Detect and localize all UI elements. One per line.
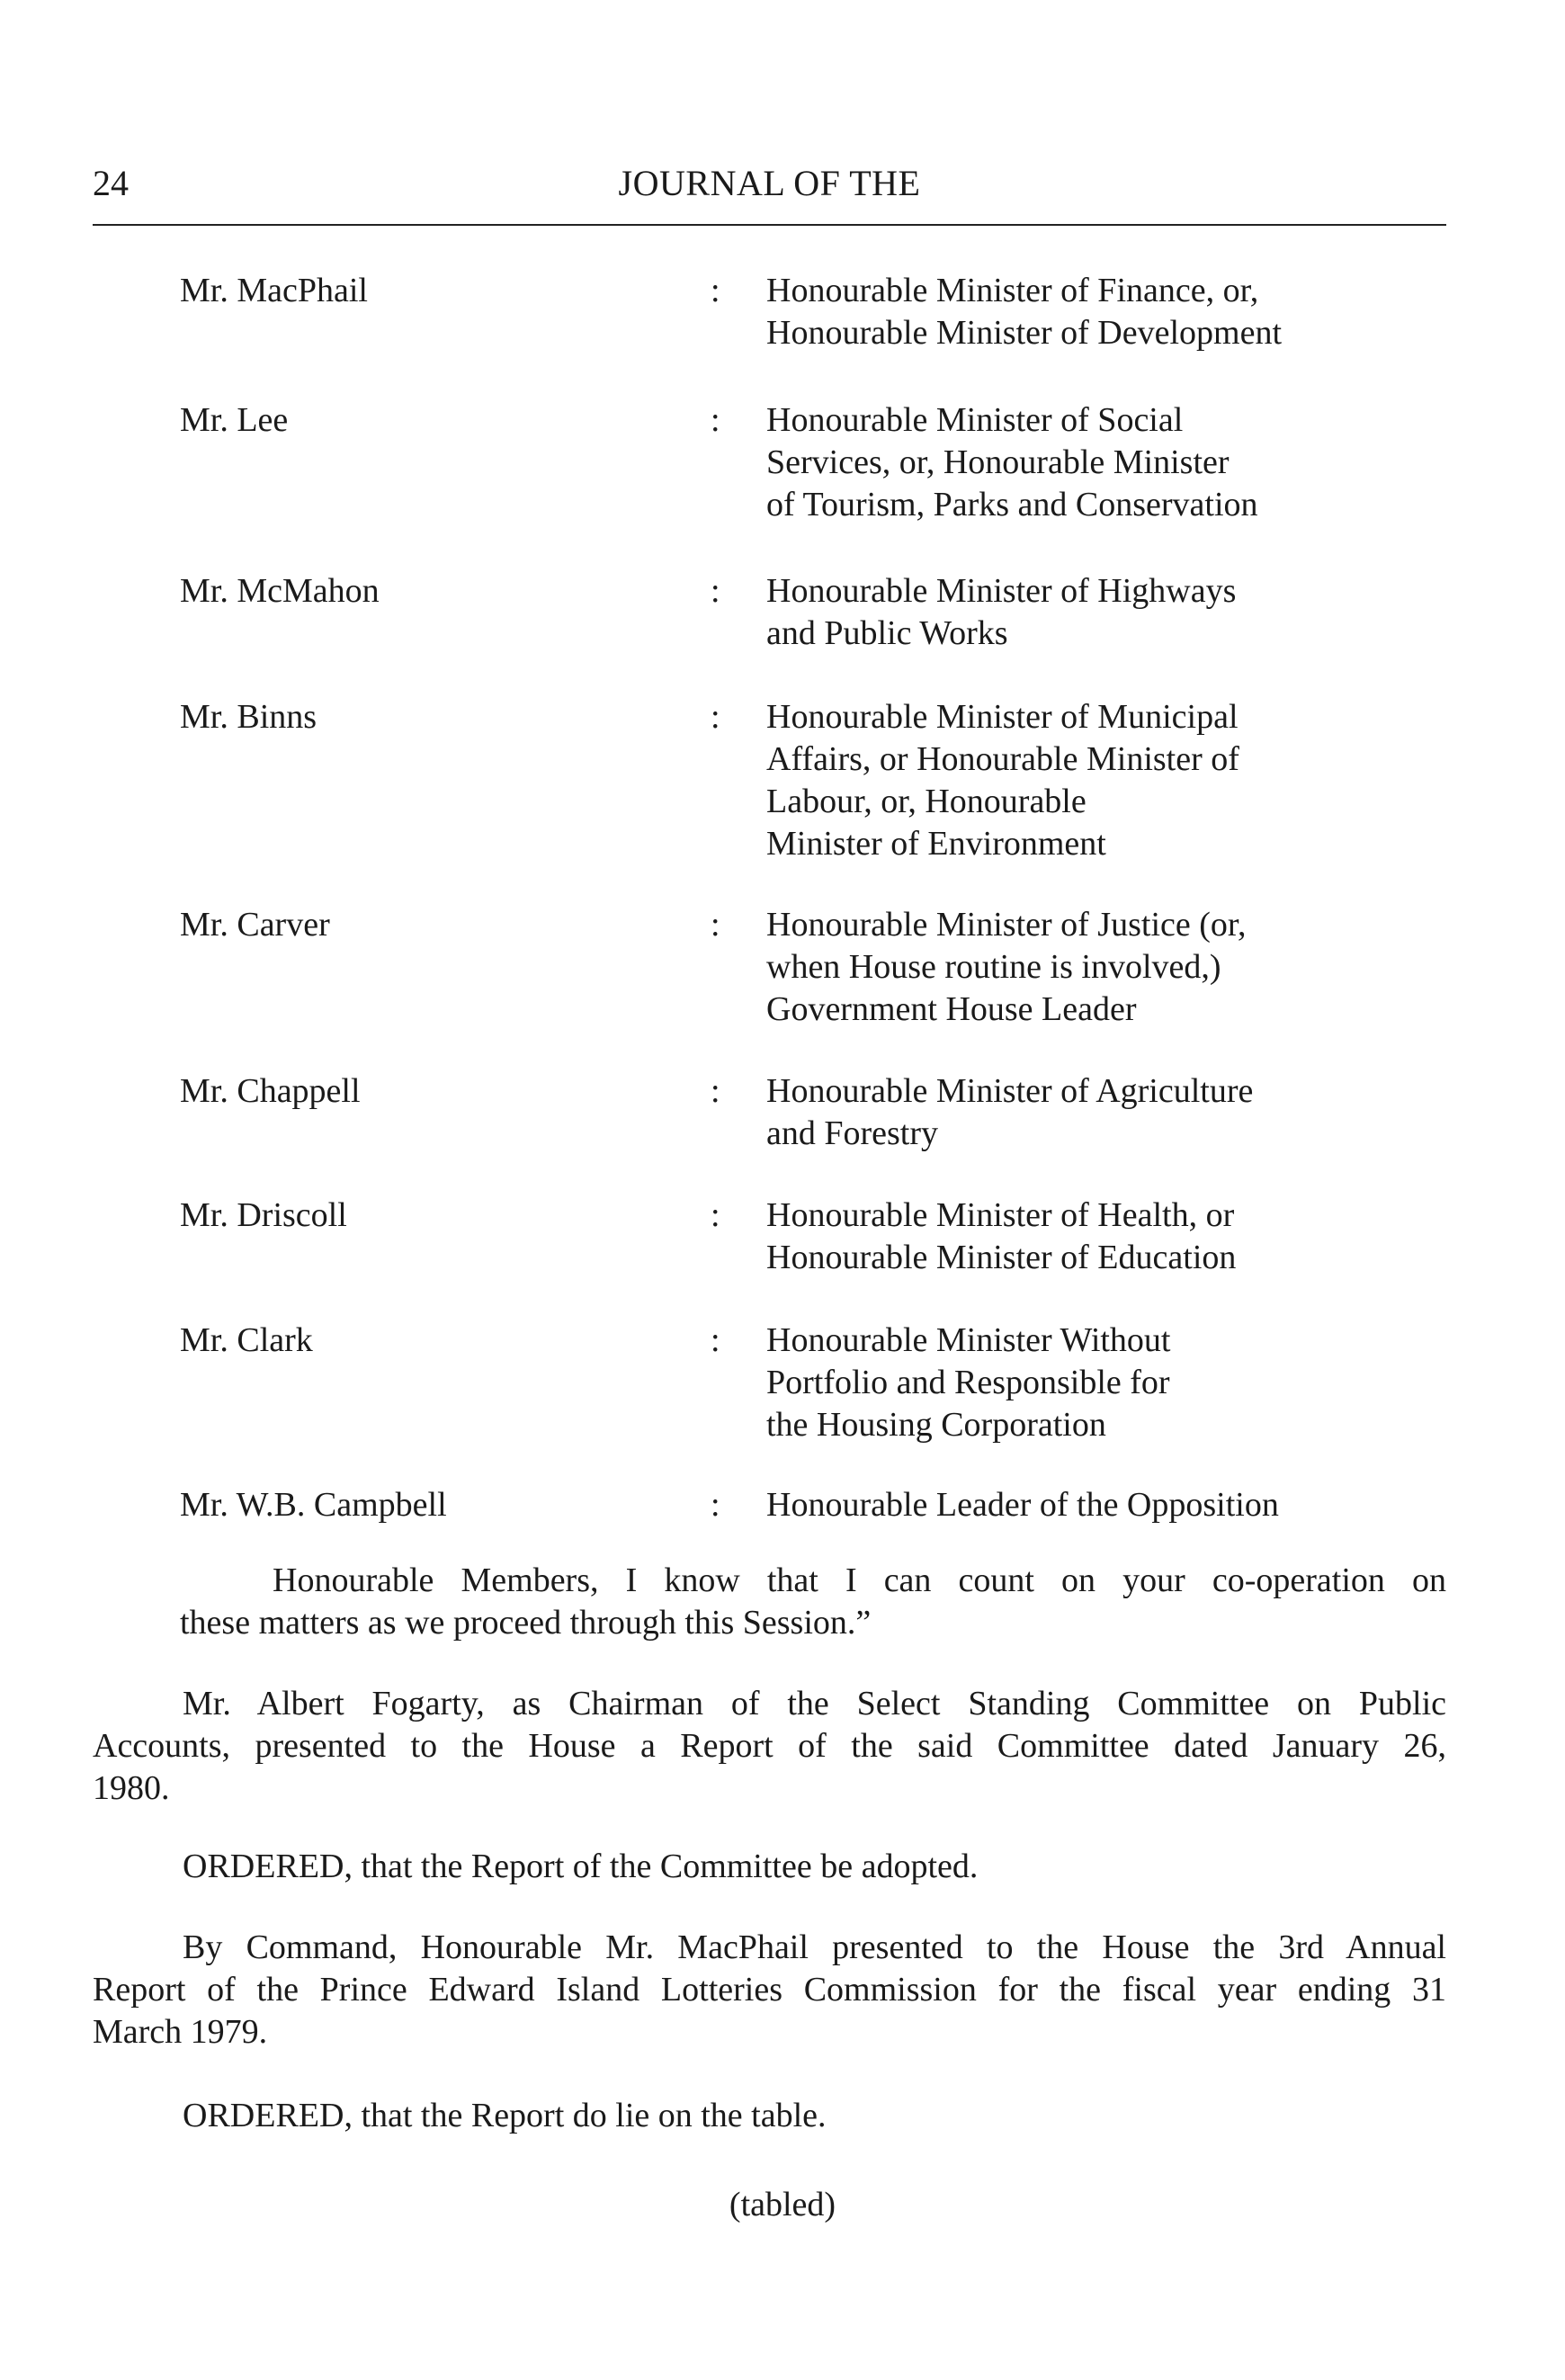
page-number: 24 [93,163,129,203]
separator-colon: : [711,906,720,944]
fogarty-paragraph [93,1683,1446,1810]
page-header [93,158,1446,212]
paragraph-line: ORDERED, that the Report of the Committee be adopted. [183,1848,979,1885]
separator-colon: : [711,572,720,610]
duty-line: the Housing Corporation [766,1406,1106,1444]
tabled-note: (tabled) [729,2186,836,2223]
duty-line: of Tourism, Parks and Conservation [766,486,1258,523]
paragraph-line: Report of the Prince Edward Island Lotteries Commission for the fiscal year ending 31 [93,1971,1446,2009]
member-name: Mr. Carver [180,906,330,944]
duty-line: and Public Works [766,614,1008,652]
paragraph-line: these matters as we proceed through this Session.” [180,1604,872,1642]
ordered-adopted-paragraph [93,1846,1446,1888]
duty-line: Labour, or, Honourable [766,783,1087,820]
paragraph-line: ORDERED, that the Report do lie on the table. [183,2097,827,2134]
member-name: Mr. Clark [180,1321,313,1359]
closing-paragraph [93,1560,1446,1644]
duty-line: Honourable Minister of Finance, or, [766,272,1259,309]
ordered-table-paragraph [93,2095,1446,2137]
minister-duty [766,570,1450,655]
minister-duty [766,1070,1450,1155]
duty-line: Honourable Minister of Highways [766,572,1237,610]
member-name: Mr. Chappell [180,1072,361,1110]
duty-line: Honourable Minister of Health, or [766,1196,1235,1234]
duty-line: Government House Leader [766,990,1137,1028]
separator-colon: : [711,1072,720,1110]
duty-line: Honourable Minister Without [766,1321,1171,1359]
minister-duty [766,904,1450,1031]
separator-colon: : [711,1321,720,1359]
minister-duty [766,1484,1450,1526]
duty-line: Honourable Minister of Development [766,314,1283,352]
paragraph-line: Mr. Albert Fogarty, as Chairman of the Select Standing Committee on Public [183,1685,1446,1722]
separator-colon: : [711,272,720,309]
paragraph-line: March 1979. [93,2013,268,2051]
duty-line: Honourable Leader of the Opposition [766,1486,1279,1524]
duty-line: Portfolio and Responsible for [766,1364,1170,1401]
separator-colon: : [711,401,720,439]
member-name: Mr. MacPhail [180,272,368,309]
paragraph-line: Honourable Members, I know that I can count on your co-operation on [273,1561,1446,1599]
duty-line: when House routine is involved,) [766,948,1221,986]
paragraph-line: Accounts, presented to the House a Report of the said Committee dated January 26, [93,1727,1446,1765]
minister-duty [766,399,1450,526]
paragraph-line: 1980. [93,1769,170,1807]
running-head: JOURNAL OF THE [618,163,921,203]
minister-duty [766,696,1450,865]
minister-duty [766,1320,1450,1446]
member-name: Mr. Driscoll [180,1196,347,1234]
separator-colon: : [711,1196,720,1234]
duty-line: and Forestry [766,1114,939,1152]
duty-line: Honourable Minister of Education [766,1239,1237,1276]
duty-line: Honourable Minister of Municipal [766,698,1239,736]
duty-line: Honourable Minister of Agriculture [766,1072,1254,1110]
paragraph-line: By Command, Honourable Mr. MacPhail presented to the House the 3rd Annual [183,1928,1446,1966]
duty-line: Affairs, or Honourable Minister of [766,740,1239,778]
duty-line: Honourable Minister of Social [766,401,1184,439]
separator-colon: : [711,1486,720,1524]
header-rule [93,224,1446,226]
duty-line: Honourable Minister of Justice (or, [766,906,1247,944]
duty-line: Minister of Environment [766,825,1106,863]
member-name: Mr. Binns [180,698,317,736]
minister-duty [766,270,1450,354]
duty-line: Services, or, Honourable Minister [766,443,1230,481]
member-name: Mr. Lee [180,401,289,439]
by-command-paragraph [93,1927,1446,2053]
separator-colon: : [711,698,720,736]
minister-duty [766,1194,1450,1279]
member-name: Mr. W.B. Campbell [180,1486,447,1524]
member-name: Mr. McMahon [180,572,380,610]
